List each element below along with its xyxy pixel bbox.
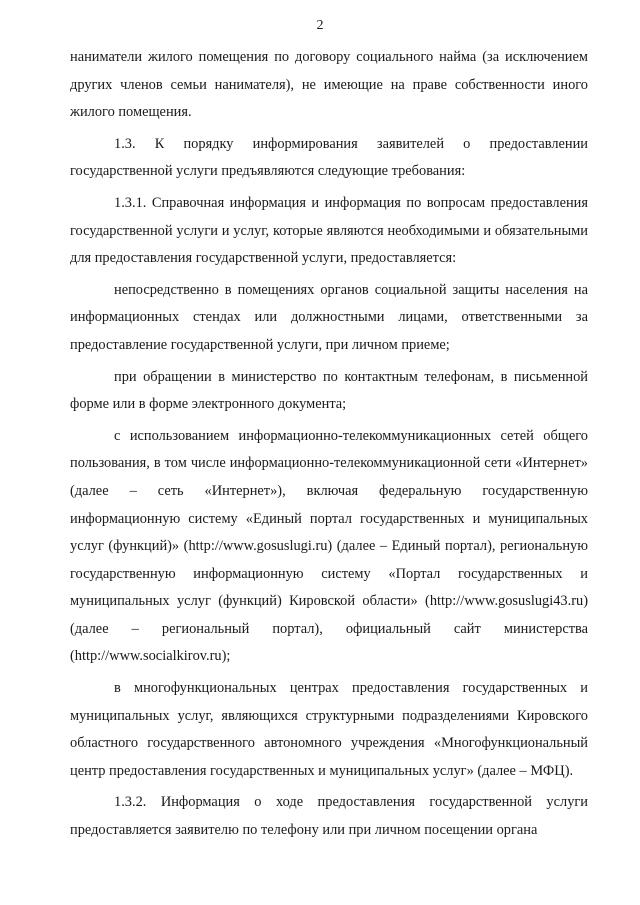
paragraph-1-3-1: 1.3.1. Справочная информация и информация по вопросам предоставления государственной услуги и услуг, которые являются необходимыми и обязательными для предоставления государственной услуги, предоставляется: [70,194,588,267]
paragraph-internet-portals: с использованием информационно-телекоммуникационных сетей общего пользования, в том числе информационно-телекоммуникационной сети «Интернет» (далее – сеть «Интернет»), включая федеральную государственную информационную систему «Единый портал государственных и муниципальных услуг (функций)» (http://www.gosuslugi.ru) (далее – Единый портал), региональную государственную информационную систему «Портал государственных и муниципальных услуг (функций) Кировской области» (http://www.gosuslugi43.ru) (далее – региональный портал), официальный сайт министерства (http://www.socialkirov.ru); [70,427,588,665]
paragraph-ministry-contact: при обращении в министерство по контактным телефонам, в письменной форме или в форме электронного документа; [70,368,588,413]
paragraph-tenants: наниматели жилого помещения по договору социального найма (за исключением других членов семьи нанимателя), не имеющие на праве собственности иного жилого помещения. [70,49,588,121]
paragraph-mfc: в многофункциональных центрах предоставления государственных и муниципальных услуг, являющихся структурными подразделениями Кировского областного государственного автономного учреждения «Многофункциональный центр предоставления государственных и муниципальных услуг» (далее – МФЦ). [70,680,588,779]
paragraph-1-3-2: 1.3.2. Информация о ходе предоставления государственной услуги предоставляется заявителю по телефону или при личном посещении органа [70,794,588,839]
page-number: 2 [316,18,324,33]
paragraph-direct-premises: непосредственно в помещениях органов социальной защиты населения на информационных стендах или должностными лицами, ответственными за предоставление государственной услуги, при личном приеме; [70,281,588,353]
paragraph-1-3: 1.3. К порядку информирования заявителей о предоставлении государственной услуги предъявляются следующие требования: [70,135,588,180]
document-body [70,44,588,849]
